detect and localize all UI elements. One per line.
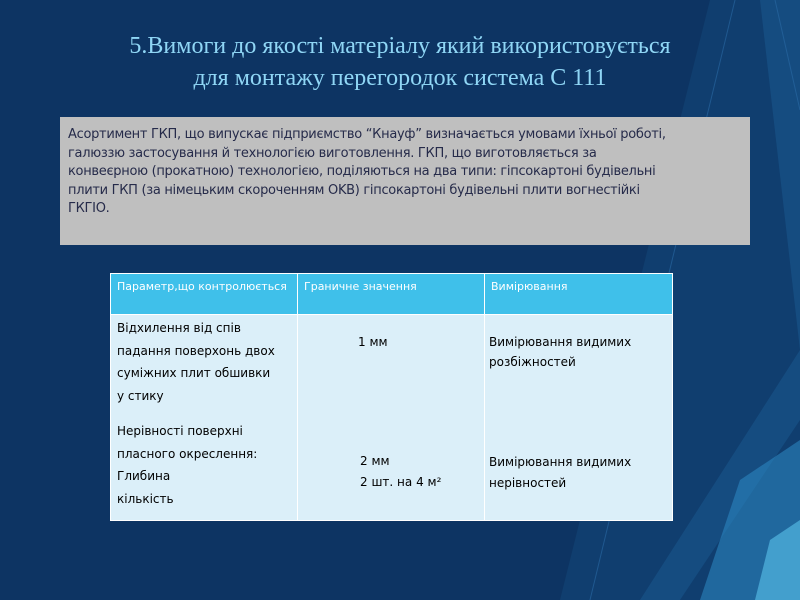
limit-value: 2 мм [360,454,390,468]
limit-cell [298,315,485,521]
description-line: галюззю застосування й технологією виготовлення. ГКП, що виготовляється за [68,145,597,161]
slide-title [40,30,760,94]
description-line: ГКГІО. [68,201,110,216]
parameter-line [117,407,297,420]
measurement-text: Вимірювання видимих [489,335,632,349]
parameter-line: кількість [117,491,174,506]
parameter-line: у стику [117,388,164,403]
measurement-text: Вимірювання видимих [489,455,632,469]
requirements-table [110,273,673,521]
limit-value: 1 мм [358,335,388,349]
slide-title-line-2: для монтажу перегородок система С 111 [193,65,607,91]
table-row [111,315,673,521]
measurement-text: розбіжностей [489,355,576,369]
description-line: Асортимент ГКП, що випускає підприємство “Кнауф” визначається умовами їхньої роботі, [68,127,666,142]
header-parameter: Параметр,що контролюється [111,274,298,315]
description-textbox [60,117,750,245]
parameter-line: падання поверхонь двох [117,343,275,358]
header-measurement: Вимірювання [485,274,673,315]
parameter-cell [111,315,298,521]
measurement-cell [485,315,673,521]
description-line: конвеєрною (прокатною) технологією, поділяються на два типи: гіпсокартоні будівельні [68,164,656,179]
limit-value: 2 шт. на 4 м² [360,475,442,489]
table-header-row [111,274,673,315]
measurement-text: нерівностей [489,476,567,490]
description-line: плити ГКП (за німецьким скороченням OKB) гіпсокартоні будівельні плити вогнестійкі [68,182,640,198]
parameter-line: суміжних плит обшивки [117,366,271,380]
parameter-line: Нерівності поверхні [117,424,243,438]
parameter-line: Глибина [117,469,171,483]
parameter-line: пласного окреслення: [117,446,258,461]
parameter-line: Відхилення від спів [117,321,241,335]
slide-title-line-1: 5.Вимоги до якості матеріалу який використовується [129,33,671,59]
header-limit-value: Граничне значення [298,274,485,315]
